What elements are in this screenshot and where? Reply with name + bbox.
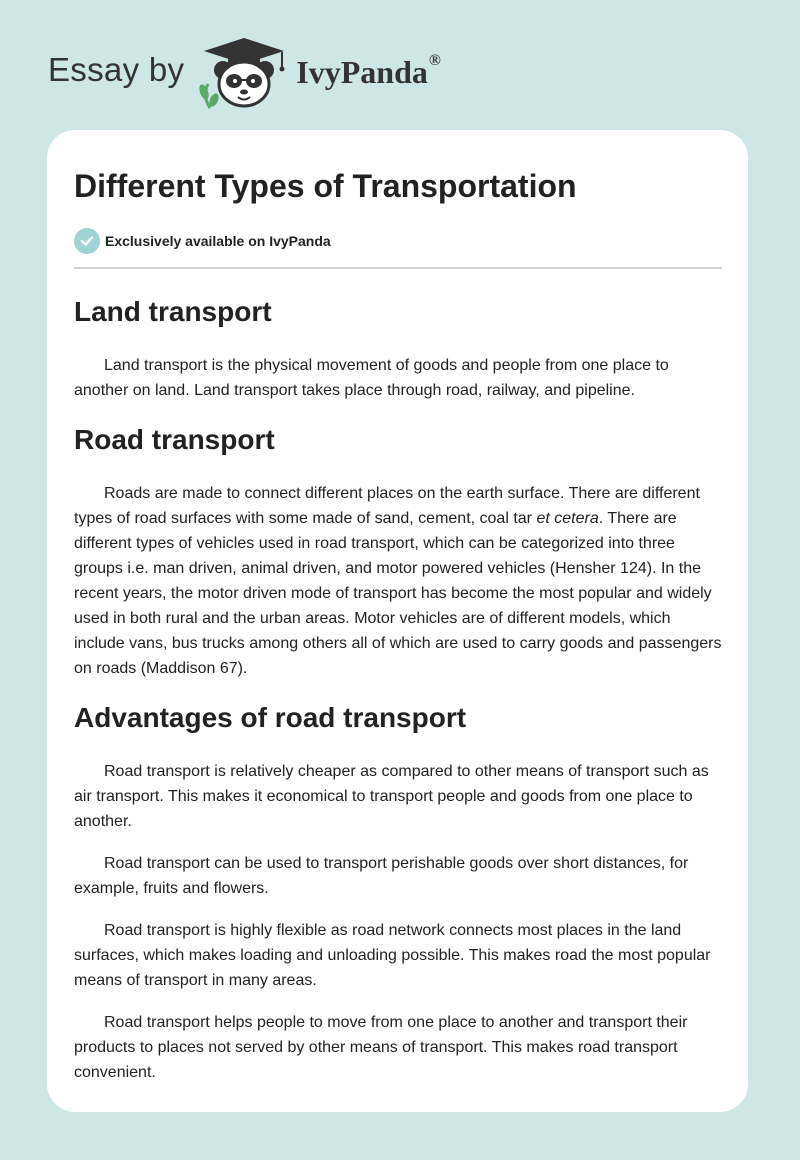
paragraph: Road transport can be used to transport perishable goods over short distances, for example, fruits and flowers. — [74, 855, 689, 897]
essay-by-label: Essay by — [48, 51, 185, 88]
paragraph: Land transport is the physical movement of goods and people from one place to another on land. Land transport takes place through road, railway, and pipeline. — [74, 357, 669, 399]
paragraph: Road transport is highly flexible as road network connects most places in the land surfaces, which makes loading and unloading possible. This makes road the most popular means of transport in many areas. — [74, 922, 711, 989]
title-divider — [74, 267, 722, 269]
section-heading: Advantages of road transport — [74, 702, 467, 733]
section-heading: Land transport — [74, 296, 272, 327]
registered-mark: ® — [428, 51, 441, 69]
paragraph: Road transport is relatively cheaper as compared to other means of transport such as air transport. This makes it economical to transport people and goods from one place to another. — [74, 763, 709, 830]
badge-label: Exclusively available on IvyPanda — [105, 233, 331, 249]
page-title: Different Types of Transportation — [74, 168, 577, 204]
check-circle-icon — [74, 228, 100, 254]
paragraph: Road transport helps people to move from one place to another and transport their products to places not served by other means of transport. This makes road transport convenient. — [74, 1014, 688, 1081]
exclusive-badge — [74, 228, 722, 254]
italic-term: et cetera — [536, 510, 599, 527]
section-heading: Road transport — [74, 424, 275, 455]
section-land-transport — [74, 295, 722, 403]
section-advantages-road-transport — [74, 701, 722, 1085]
section-road-transport — [74, 423, 722, 681]
paragraph: Roads are made to connect different places on the earth surface. There are different types of road surfaces with some made of sand, cement, coal tar et cetera. There are different types of vehicles used in road transport, which can be categorized into three groups i.e. man driven, animal driven, and motor powered vehicles (Hensher 124). In the recent years, the motor driven mode of transport has become the most popular and widely used in both rural and the urban areas. Motor vehicles are of different models, which include vans, bus trucks among others all of which are used to carry goods and passengers on roads (Maddison 67). — [74, 485, 722, 677]
site-header — [48, 34, 441, 110]
brand-name[interactable]: IvyPanda® — [296, 51, 441, 90]
article-card — [47, 130, 748, 1112]
panda-graduate-icon[interactable] — [198, 34, 290, 110]
